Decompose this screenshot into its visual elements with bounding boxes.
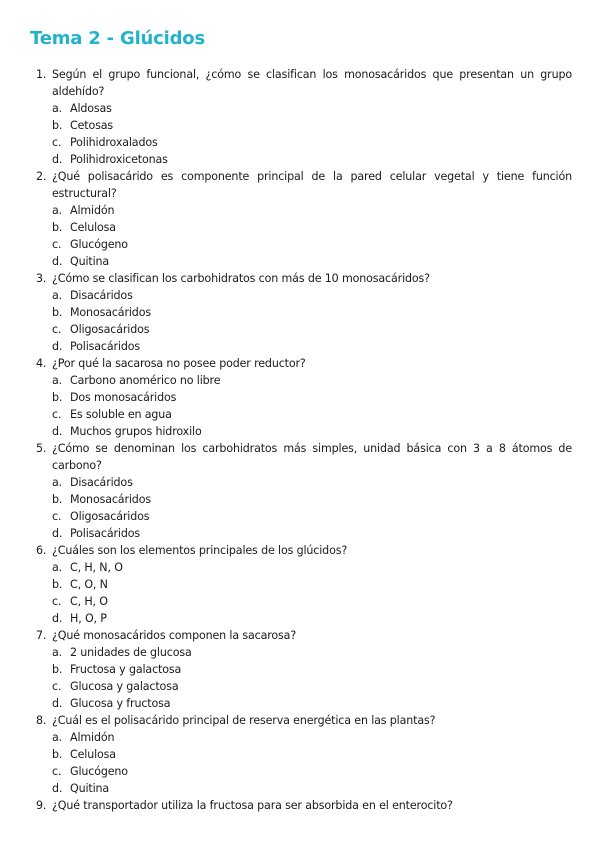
- option-text: Oligosacáridos: [70, 323, 150, 336]
- answer-options: [52, 474, 572, 542]
- answer-options: [52, 100, 572, 168]
- answer-option: [52, 253, 572, 270]
- answer-option: [52, 678, 572, 695]
- answer-option: [52, 695, 572, 712]
- answer-option: [52, 780, 572, 797]
- question-item: [30, 627, 572, 712]
- answer-option: [52, 661, 572, 678]
- question-text: Según el grupo funcional, ¿cómo se clasifican los monosacáridos que presentan un grupo aldehído?: [52, 68, 572, 98]
- option-text: 2 unidades de glucosa: [70, 646, 192, 659]
- question-text: ¿Qué transportador utiliza la fructosa para ser absorbida en el enterocito?: [52, 799, 453, 812]
- page-title: Tema 2 - Glúcidos: [30, 28, 205, 49]
- option-letter: c.: [52, 680, 62, 693]
- question-number: 2.: [36, 170, 47, 183]
- answer-options: [52, 287, 572, 355]
- answer-option: [52, 423, 572, 440]
- answer-option: [52, 763, 572, 780]
- option-text: Glucógeno: [70, 765, 128, 778]
- answer-option: [52, 508, 572, 525]
- option-letter: d.: [52, 425, 63, 438]
- option-text: Disacáridos: [70, 289, 133, 302]
- option-letter: b.: [52, 748, 63, 761]
- question-item: [30, 542, 572, 627]
- answer-option: [52, 287, 572, 304]
- question-item: [30, 712, 572, 797]
- question-item: [30, 440, 572, 542]
- answer-options: [52, 372, 572, 440]
- answer-option: [52, 236, 572, 253]
- question-list: [30, 66, 572, 814]
- option-text: Celulosa: [70, 221, 116, 234]
- answer-option: [52, 746, 572, 763]
- answer-option: [52, 151, 572, 168]
- option-text: C, O, N: [70, 578, 108, 591]
- option-letter: d.: [52, 782, 63, 795]
- question-number: 8.: [36, 714, 47, 727]
- option-letter: c.: [52, 765, 62, 778]
- answer-option: [52, 406, 572, 423]
- answer-option: [52, 202, 572, 219]
- option-text: Polihidroxicetonas: [70, 153, 168, 166]
- answer-option: [52, 576, 572, 593]
- option-text: C, H, O: [70, 595, 108, 608]
- question-item: [30, 355, 572, 440]
- option-letter: c.: [52, 136, 62, 149]
- option-letter: d.: [52, 340, 63, 353]
- answer-option: [52, 729, 572, 746]
- option-letter: d.: [52, 697, 63, 710]
- answer-option: [52, 474, 572, 491]
- option-text: Polihidroxalados: [70, 136, 158, 149]
- option-text: Carbono anomérico no libre: [70, 374, 221, 387]
- question-text: ¿Qué polisacárido es componente principal de la pared celular vegetal y tiene función estructural?: [52, 170, 572, 200]
- question-text: ¿Qué monosacáridos componen la sacarosa?: [52, 629, 297, 642]
- option-text: Es soluble en agua: [70, 408, 172, 421]
- option-letter: b.: [52, 306, 63, 319]
- question-item: [30, 66, 572, 168]
- option-text: Disacáridos: [70, 476, 133, 489]
- option-text: Almidón: [70, 731, 115, 744]
- question-number: 4.: [36, 357, 47, 370]
- option-text: Quitina: [70, 255, 110, 268]
- option-text: Fructosa y galactosa: [70, 663, 182, 676]
- option-letter: b.: [52, 391, 63, 404]
- option-text: Almidón: [70, 204, 115, 217]
- question-number: 5.: [36, 442, 47, 455]
- answer-option: [52, 134, 572, 151]
- option-text: Glucógeno: [70, 238, 128, 251]
- option-letter: d.: [52, 255, 63, 268]
- answer-option: [52, 372, 572, 389]
- option-text: Cetosas: [70, 119, 114, 132]
- option-letter: d.: [52, 527, 63, 540]
- question-number: 9.: [36, 799, 47, 812]
- question-item: [30, 270, 572, 355]
- answer-option: [52, 338, 572, 355]
- option-letter: b.: [52, 578, 63, 591]
- question-text: ¿Cómo se denominan los carbohidratos más simples, unidad básica con 3 a 8 átomos de carbono?: [52, 442, 572, 472]
- option-letter: b.: [52, 663, 63, 676]
- option-letter: a.: [52, 476, 63, 489]
- option-text: H, O, P: [70, 612, 107, 625]
- answer-option: [52, 117, 572, 134]
- answer-option: [52, 321, 572, 338]
- answer-option: [52, 219, 572, 236]
- answer-option: [52, 593, 572, 610]
- answer-option: [52, 559, 572, 576]
- option-text: Aldosas: [70, 102, 112, 115]
- option-letter: c.: [52, 510, 62, 523]
- option-letter: d.: [52, 612, 63, 625]
- option-letter: a.: [52, 289, 63, 302]
- option-text: Celulosa: [70, 748, 116, 761]
- question-number: 6.: [36, 544, 47, 557]
- option-letter: c.: [52, 238, 62, 251]
- option-letter: a.: [52, 204, 63, 217]
- question-item: [30, 168, 572, 270]
- option-letter: c.: [52, 408, 62, 421]
- option-text: Monosacáridos: [70, 306, 151, 319]
- answer-options: [52, 202, 572, 270]
- option-letter: b.: [52, 493, 63, 506]
- option-text: Glucosa y fructosa: [70, 697, 171, 710]
- question-number: 7.: [36, 629, 47, 642]
- question-number: 1.: [36, 68, 47, 81]
- option-text: Quitina: [70, 782, 110, 795]
- option-text: C, H, N, O: [70, 561, 123, 574]
- option-text: Dos monosacáridos: [70, 391, 177, 404]
- answer-option: [52, 525, 572, 542]
- option-letter: c.: [52, 323, 62, 336]
- option-letter: c.: [52, 595, 62, 608]
- question-number: 3.: [36, 272, 47, 285]
- option-letter: a.: [52, 561, 63, 574]
- option-letter: d.: [52, 153, 63, 166]
- question-text: ¿Cuáles son los elementos principales de los glúcidos?: [52, 544, 348, 557]
- answer-options: [52, 644, 572, 712]
- answer-option: [52, 304, 572, 321]
- option-letter: a.: [52, 731, 63, 744]
- answer-options: [52, 559, 572, 627]
- option-text: Polisacáridos: [70, 340, 141, 353]
- answer-option: [52, 610, 572, 627]
- answer-option: [52, 389, 572, 406]
- answer-option: [52, 100, 572, 117]
- question-text: ¿Cuál es el polisacárido principal de reserva energética en las plantas?: [52, 714, 436, 727]
- option-letter: b.: [52, 221, 63, 234]
- option-text: Glucosa y galactosa: [70, 680, 179, 693]
- question-text: ¿Por qué la sacarosa no posee poder reductor?: [52, 357, 306, 370]
- option-letter: a.: [52, 646, 63, 659]
- option-letter: b.: [52, 119, 63, 132]
- option-letter: a.: [52, 374, 63, 387]
- answer-options: [52, 729, 572, 797]
- answer-option: [52, 491, 572, 508]
- option-text: Oligosacáridos: [70, 510, 150, 523]
- option-text: Monosacáridos: [70, 493, 151, 506]
- option-text: Polisacáridos: [70, 527, 141, 540]
- answer-option: [52, 644, 572, 661]
- question-text: ¿Cómo se clasifican los carbohidratos con más de 10 monosacáridos?: [52, 272, 430, 285]
- option-text: Muchos grupos hidroxilo: [70, 425, 202, 438]
- question-item: [30, 797, 572, 814]
- option-letter: a.: [52, 102, 63, 115]
